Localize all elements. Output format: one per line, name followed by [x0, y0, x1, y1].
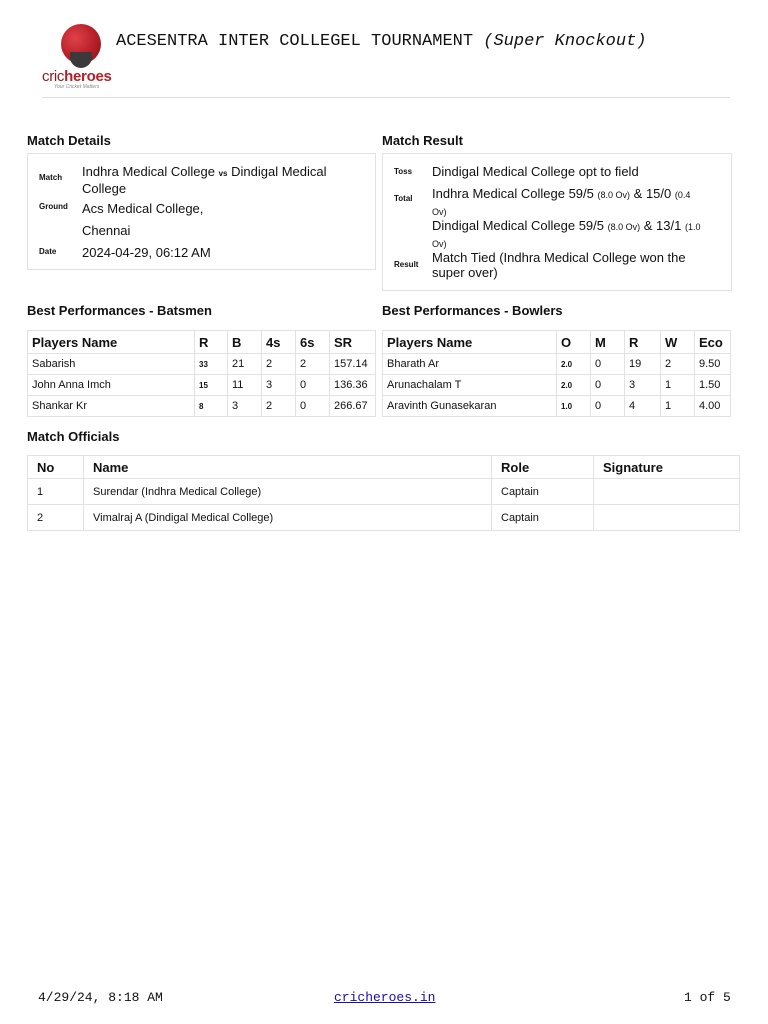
official-role: Captain	[492, 479, 594, 505]
economy: 4.00	[695, 396, 731, 417]
cricheroes-logo	[42, 22, 122, 92]
table-row	[383, 354, 731, 375]
maidens: 0	[591, 375, 625, 396]
official-name: Vimalraj A (Dindigal Medical College)	[84, 505, 492, 531]
page-header	[42, 22, 732, 98]
logo-figure-icon	[70, 52, 92, 68]
table-row	[383, 375, 731, 396]
col-economy: Eco	[695, 331, 731, 354]
balls: 3	[228, 396, 262, 417]
team1-superover-score: & 15/0	[633, 186, 672, 201]
table-header-row	[28, 456, 740, 479]
toss-label: Toss	[394, 167, 413, 176]
runs: 15	[195, 375, 228, 396]
ground-line1: Acs Medical College,	[82, 201, 204, 216]
sixes: 0	[296, 396, 330, 417]
overs: 2.0	[557, 354, 591, 375]
team1-score: Indhra Medical College 59/5	[432, 186, 594, 201]
toss-result: Dindigal Medical College opt to field	[432, 164, 639, 179]
col-sixes: 6s	[296, 331, 330, 354]
player-name: Aravinth Gunasekaran	[383, 396, 557, 417]
team2-overs: (8.0 Ov)	[607, 222, 641, 232]
sixes: 2	[296, 354, 330, 375]
economy: 1.50	[695, 375, 731, 396]
total-label: Total	[394, 194, 413, 203]
col-players-name: Players Name	[28, 331, 195, 354]
match-label: Match	[39, 173, 63, 182]
official-signature	[594, 479, 740, 505]
tournament-stage: (Super Knockout)	[483, 32, 647, 51]
col-runs: R	[625, 331, 661, 354]
runs: 8	[195, 396, 228, 417]
team2-name: Dindigal Medical	[231, 164, 327, 179]
player-name: Shankar Kr	[28, 396, 195, 417]
fours: 2	[262, 354, 296, 375]
vs-label: vs	[218, 169, 228, 178]
team1-superover-overs-cont: Ov)	[432, 207, 447, 217]
bowlers-table	[382, 330, 731, 417]
economy: 9.50	[695, 354, 731, 375]
col-name: Name	[84, 456, 492, 479]
overs: 2.0	[557, 375, 591, 396]
print-datetime: 4/29/24, 8:18 AM	[38, 990, 163, 1005]
team1-overs: (8.0 Ov)	[597, 190, 631, 200]
result-line1: Match Tied (Indhra Medical College won the	[432, 250, 686, 265]
player-name: Bharath Ar	[383, 354, 557, 375]
team2-superover-overs-cont: Ov)	[432, 239, 447, 249]
match-details-heading: Match Details	[27, 133, 111, 148]
runs: 33	[195, 354, 228, 375]
match-teams	[82, 164, 372, 196]
team2-name-cont: College	[82, 181, 127, 196]
sixes: 0	[296, 375, 330, 396]
officials-table	[27, 455, 740, 531]
official-role: Captain	[492, 505, 594, 531]
total-team2	[432, 218, 727, 252]
col-wickets: W	[661, 331, 695, 354]
result-text	[432, 250, 727, 280]
page-title	[116, 32, 647, 51]
strike-rate: 157.14	[330, 354, 376, 375]
match-result-box	[382, 153, 732, 291]
col-fours: 4s	[262, 331, 296, 354]
table-row	[28, 375, 376, 396]
cricheroes-link[interactable]: cricheroes.in	[334, 990, 436, 1005]
col-runs: R	[195, 331, 228, 354]
header-divider	[42, 97, 730, 98]
runs: 19	[625, 354, 661, 375]
logo-wordmark: cricheroes	[42, 68, 112, 85]
official-signature	[594, 505, 740, 531]
official-no: 1	[28, 479, 84, 505]
balls: 21	[228, 354, 262, 375]
team2-score: Dindigal Medical College 59/5	[432, 218, 604, 233]
bowlers-heading: Best Performances - Bowlers	[382, 303, 563, 318]
table-row	[383, 396, 731, 417]
table-header-row	[28, 331, 376, 354]
wickets: 1	[661, 396, 695, 417]
official-name: Surendar (Indhra Medical College)	[84, 479, 492, 505]
col-overs: O	[557, 331, 591, 354]
batsmen-heading: Best Performances - Batsmen	[27, 303, 212, 318]
officials-heading: Match Officials	[27, 429, 120, 444]
match-date: 2024-04-29, 06:12 AM	[82, 245, 211, 260]
fours: 2	[262, 396, 296, 417]
runs: 4	[625, 396, 661, 417]
fours: 3	[262, 375, 296, 396]
balls: 11	[228, 375, 262, 396]
team2-superover-overs: (1.0	[684, 222, 701, 232]
col-strike-rate: SR	[330, 331, 376, 354]
table-row	[28, 505, 740, 531]
tournament-name: ACESENTRA INTER COLLEGEL TOURNAMENT	[116, 32, 474, 51]
batsmen-table	[27, 330, 376, 417]
runs: 3	[625, 375, 661, 396]
table-row	[28, 396, 376, 417]
match-details-box	[27, 153, 376, 270]
strike-rate: 266.67	[330, 396, 376, 417]
player-name: Sabarish	[28, 354, 195, 375]
maidens: 0	[591, 354, 625, 375]
total-team1	[432, 186, 727, 220]
strike-rate: 136.36	[330, 375, 376, 396]
match-result-heading: Match Result	[382, 133, 463, 148]
col-role: Role	[492, 456, 594, 479]
date-label: Date	[39, 247, 57, 256]
team1-superover-overs: (0.4	[674, 190, 691, 200]
player-name: Arunachalam T	[383, 375, 557, 396]
ground-line2: Chennai	[82, 223, 131, 238]
col-balls: B	[228, 331, 262, 354]
team2-superover-score: & 13/1	[643, 218, 682, 233]
result-label: Result	[394, 260, 419, 269]
ground-label: Ground	[39, 202, 68, 211]
result-line2: super over)	[432, 265, 498, 280]
table-row	[28, 354, 376, 375]
official-no: 2	[28, 505, 84, 531]
col-no: No	[28, 456, 84, 479]
team1-name: Indhra Medical College	[82, 164, 215, 179]
wickets: 1	[661, 375, 695, 396]
col-maidens: M	[591, 331, 625, 354]
maidens: 0	[591, 396, 625, 417]
player-name: John Anna Imch	[28, 375, 195, 396]
page-number: 1 of 5	[684, 990, 731, 1005]
table-row	[28, 479, 740, 505]
logo-tagline: Your Cricket Matters	[54, 84, 100, 90]
col-players-name: Players Name	[383, 331, 557, 354]
table-header-row	[383, 331, 731, 354]
overs: 1.0	[557, 396, 591, 417]
wickets: 2	[661, 354, 695, 375]
col-signature: Signature	[594, 456, 740, 479]
